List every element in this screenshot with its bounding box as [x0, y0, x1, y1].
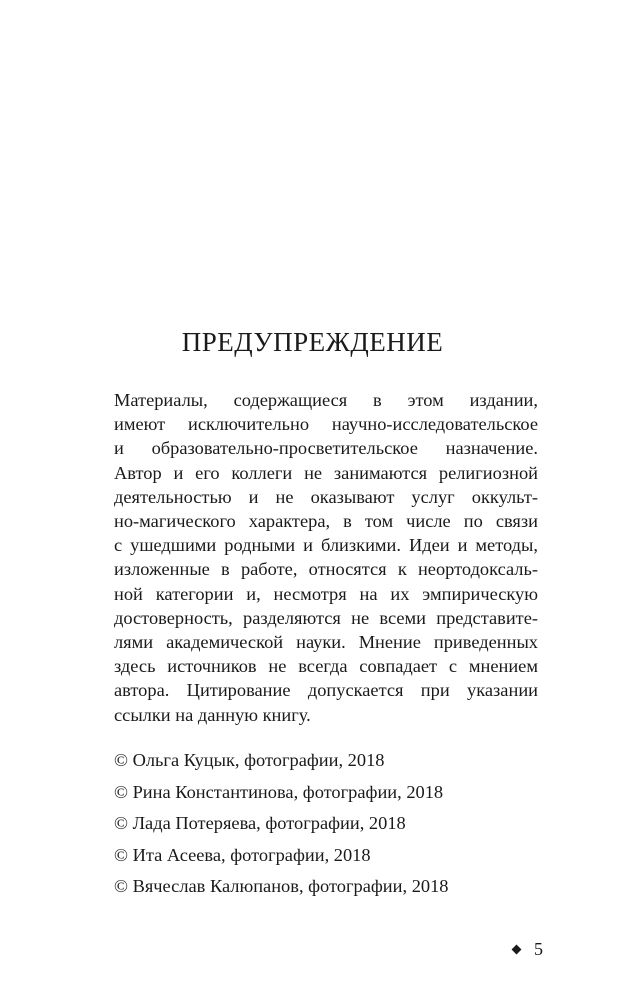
paragraph-line: изложенные в работе, относятся к неортодоксаль-	[114, 559, 538, 580]
paragraph-line: деятельностью и не оказывают услуг оккульт-	[114, 486, 538, 507]
credit-line: © Ольга Куцык, фотографии, 2018	[114, 750, 385, 770]
paragraph-line: автора. Цитирование допускается при указании	[114, 680, 538, 701]
photo-credits	[114, 745, 554, 903]
paragraph-line: здесь источников не всегда совпадает с мнением	[114, 656, 538, 677]
paragraph-line: и образовательно-просветительское назначение.	[114, 438, 538, 459]
paragraph-line: Материалы, содержащиеся в этом издании,	[114, 390, 538, 410]
credit-line: © Ита Асеева, фотографии, 2018	[114, 844, 371, 865]
paragraph-line: ной категории и, несмотря на их эмпирическую	[114, 583, 538, 604]
warning-paragraph	[114, 388, 538, 727]
credit-line: © Лада Потеряева, фотографии, 2018	[114, 813, 406, 833]
paragraph-line: имеют исключительно научно-исследовательское	[114, 414, 538, 435]
diamond-icon	[512, 944, 522, 954]
page-heading: ПРЕДУПРЕЖДЕНИЕ	[181, 327, 444, 357]
credit-line: © Вячеслав Калюпанов, фотографии, 2018	[114, 876, 449, 896]
paragraph-line: ссылки на данную книгу.	[114, 704, 311, 725]
paragraph-line: лями академической науки. Мнение приведенных	[114, 632, 538, 653]
paragraph-line: но-магического характера, в том числе по связи	[114, 511, 538, 532]
paragraph-line: с ушедшими родными и близкими. Идеи и методы,	[114, 535, 538, 556]
page-number: 5	[534, 939, 543, 959]
page-footer	[513, 937, 543, 961]
paragraph-line: достоверность, разделяются не всеми представите-	[114, 607, 538, 628]
credit-line: © Рина Константинова, фотографии, 2018	[114, 781, 444, 802]
paragraph-line: Автор и его коллеги не занимаются религиозной	[114, 462, 538, 483]
